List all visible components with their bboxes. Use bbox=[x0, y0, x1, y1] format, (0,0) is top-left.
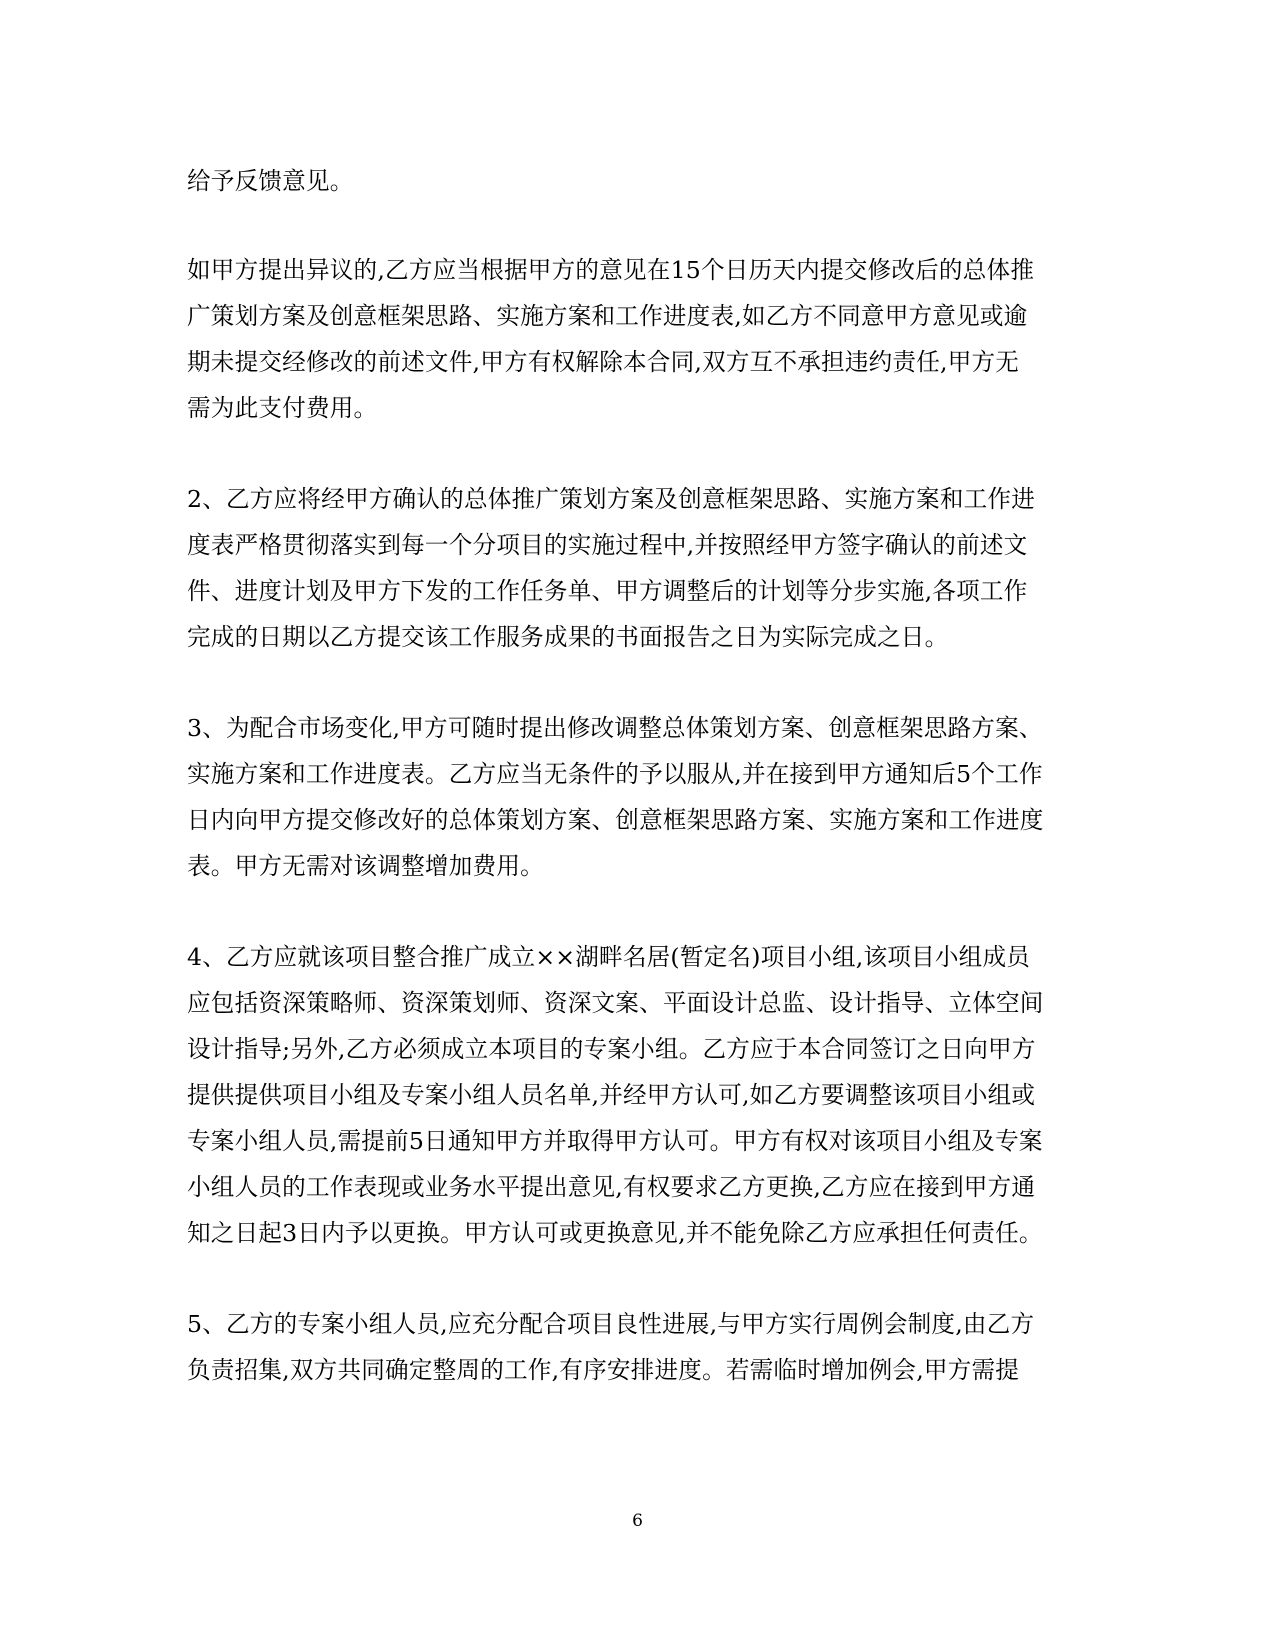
text-line: 5、乙方的专案小组人员,应充分配合项目良性进展,与甲方实行周例会制度,由乙方 bbox=[187, 1310, 1035, 1338]
text-line: 实施方案和工作进度表。乙方应当无条件的予以服从,并在接到甲方通知后5个工作 bbox=[187, 760, 1043, 788]
text-line: 4、乙方应就该项目整合推广成立××湖畔名居(暂定名)项目小组,该项目小组成员 bbox=[187, 943, 1031, 971]
text-line: 知之日起3日内予以更换。甲方认可或更换意见,并不能免除乙方应承担任何责任。 bbox=[187, 1219, 1043, 1247]
text-line: 小组人员的工作表现或业务水平提出意见,有权要求乙方更换,乙方应在接到甲方通 bbox=[187, 1173, 1036, 1201]
text-line: 提供提供项目小组及专案小组人员名单,并经甲方认可,如乙方要调整该项目小组或 bbox=[187, 1081, 1036, 1109]
text-line: 负责招集,双方共同确定整周的工作,有序安排进度。若需临时增加例会,甲方需提 bbox=[187, 1356, 1020, 1384]
text-line: 应包括资深策略师、资深策划师、资深文案、平面设计总监、设计指导、立体空间 bbox=[187, 989, 1044, 1017]
page-number: 6 bbox=[632, 1511, 643, 1531]
text-line: 件、进度计划及甲方下发的工作任务单、甲方调整后的计划等分步实施,各项工作 bbox=[187, 577, 1028, 605]
text-line: 2、乙方应将经甲方确认的总体推广策划方案及创意框架思路、实施方案和工作进 bbox=[187, 485, 1035, 513]
text-line: 完成的日期以乙方提交该工作服务成果的书面报告之日为实际完成之日。 bbox=[187, 623, 949, 651]
text-line: 日内向甲方提交修改好的总体策划方案、创意框架思路方案、实施方案和工作进度 bbox=[187, 806, 1044, 834]
text-line: 如甲方提出异议的,乙方应当根据甲方的意见在15个日历天内提交修改后的总体推 bbox=[187, 256, 1035, 284]
text-line: 设计指导;另外,乙方必须成立本项目的专案小组。乙方应于本合同签订之日向甲方 bbox=[187, 1035, 1036, 1063]
text-line: 期未提交经修改的前述文件,甲方有权解除本合同,双方互不承担违约责任,甲方无 bbox=[187, 348, 1020, 376]
text-line: 3、为配合市场变化,甲方可随时提出修改调整总体策划方案、创意框架思路方案、 bbox=[187, 714, 1043, 742]
text-line: 需为此支付费用。 bbox=[187, 394, 378, 422]
text-line: 度表严格贯彻落实到每一个分项目的实施过程中,并按照经甲方签字确认的前述文 bbox=[187, 531, 1028, 559]
text-line: 专案小组人员,需提前5日通知甲方并取得甲方认可。甲方有权对该项目小组及专案 bbox=[187, 1127, 1043, 1155]
text-line: 给予反馈意见。 bbox=[187, 167, 354, 195]
text-line: 广策划方案及创意框架思路、实施方案和工作进度表,如乙方不同意甲方意见或逾 bbox=[187, 302, 1028, 330]
text-line: 表。甲方无需对该调整增加费用。 bbox=[187, 852, 544, 880]
